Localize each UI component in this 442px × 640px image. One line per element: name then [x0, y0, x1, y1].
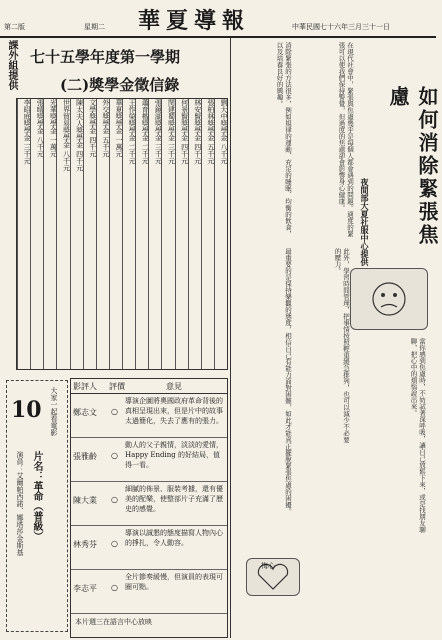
review-row: [71, 437, 227, 482]
header-grade: 評價: [109, 382, 125, 391]
review-row: [71, 525, 227, 570]
award-column: 光華獎學金 一萬元: [43, 99, 57, 369]
header-reviewer: 影評人: [73, 382, 97, 391]
award-column: 世界貿易獎學金 八千元: [56, 99, 70, 369]
weekday: 星期二: [84, 23, 105, 31]
film-number: 10: [11, 397, 42, 423]
film-box: [6, 380, 68, 632]
corner-label: 梅心: [261, 562, 275, 570]
review-comment: 細膩的佈景、服裝考據，還有優美的配樂，使整部片子充滿了歷史的感覺。: [125, 485, 223, 513]
newspaper-title: 華夏導報: [138, 8, 251, 34]
award-column: 張柏林獎學金 五千元: [201, 99, 215, 369]
award-column: 何景賢獎學金 四千元: [175, 99, 189, 369]
sidebar-label: 課外組提供: [6, 40, 17, 90]
review-comment: 全片節奏緩慢，但演員的表現可圈可點。: [125, 573, 223, 591]
film-cast: 演員：艾爾帕西諾、娜塔莎金斯基: [16, 451, 24, 556]
award-column: 林安賢獎學金 四千元: [188, 99, 202, 369]
article-paragraph: 當你感到焦慮時，不妨試著深呼吸，讓自己放鬆下來，或是找朋友聊聊，把心中的煩惱說出來。: [409, 338, 426, 533]
film-title: 片名：革命（普級）: [31, 451, 42, 541]
reviewer-name: 張雅齡: [73, 452, 97, 461]
article-paragraph: 在現代社會中，緊張與焦慮幾乎是每個人都會遇到的問題。適度的緊張可以使我們保持警覺，但過度的焦慮卻會影響身心健康。: [337, 42, 354, 237]
award-column: 華夏獎學金 一萬元: [109, 99, 123, 369]
reviewer-name: 鄭志文: [73, 408, 97, 417]
award-subtitle: (二)獎學金徵信錄: [60, 76, 180, 94]
award-column: 陳太夫人獎學金 四千元: [70, 99, 84, 369]
article-paragraph: 消除緊張的方法很多，例如規律的運動、充足的睡眠、均衡的飲食，以及培養良好的興趣。: [275, 42, 292, 237]
reviewer-name: 林秀芬: [73, 540, 97, 549]
issue-date: 中華民國七十六年三月三十一日: [292, 23, 390, 31]
header-comment: 意見: [166, 382, 182, 391]
article-paragraph: 此外，學習時間管理，把事情按照輕重緩急排列，也可以減少不必要的壓力。: [333, 248, 350, 443]
award-column: 張鏡湖獎學金 三千元: [148, 99, 162, 369]
reviewer-name: 李志平: [73, 584, 97, 593]
review-comment: 導演企圖將奧國政府革命背後的真相呈現出來，但是片中的故事太過簡化，失去了應有的張力。: [125, 397, 223, 425]
review-comment: 動人的父子親情，淡淡的愛情，Happy Ending 的好結局，值得一看。: [125, 441, 223, 469]
award-table: [16, 98, 228, 370]
award-column: 文學獎學金 四千元: [83, 99, 97, 369]
article-source: 夜間部大夏社服中心提供: [360, 178, 370, 266]
reviewer-name: 陳大業: [73, 496, 97, 505]
article-section: [232, 38, 439, 638]
review-header: [71, 379, 227, 394]
stress-illustration: [350, 268, 428, 330]
article-title: 如何消除緊張焦慮: [386, 86, 439, 247]
film-badge: 大家一起看電影: [50, 387, 58, 436]
award-column: 李昭庭獎學金 三千元: [17, 99, 31, 369]
award-column: 王作榮獎學金 二千元: [122, 99, 136, 369]
article-paragraph: 最重要的是保持樂觀的態度，相信自己有能力面對困難，如此才能真正擺脫緊張焦慮的困擾。: [284, 248, 292, 515]
review-grade: ○: [111, 495, 118, 504]
review-row: [71, 393, 227, 438]
review-grade: ○: [111, 451, 118, 460]
corner-illustration: [246, 558, 300, 596]
review-row: [71, 569, 227, 614]
review-grade: ○: [111, 407, 118, 416]
review-row: [71, 481, 227, 526]
award-column: 蕭育楷獎學金 二千元: [135, 99, 149, 369]
award-column: 劉大中獎學金 八千元: [214, 99, 228, 369]
review-grade: ○: [111, 583, 118, 592]
worried-face-icon: [351, 269, 427, 329]
review-footer: 本片週三在語言中心放映: [75, 618, 152, 626]
award-column: 張晴獎學金 八千元: [30, 99, 44, 369]
page-number: 第二版: [4, 23, 25, 31]
masthead: [0, 0, 436, 38]
award-title: 七十五學年度第一學期: [30, 48, 181, 66]
review-table: [70, 378, 228, 638]
award-column: 閔建蜀獎學金 三千元: [161, 99, 175, 369]
award-column: 外交獎學金 五千元: [96, 99, 110, 369]
review-comment: 導演以誠懇的態度描寫人物內心的掙扎，令人動容。: [125, 529, 223, 547]
review-grade: ○: [111, 539, 118, 548]
